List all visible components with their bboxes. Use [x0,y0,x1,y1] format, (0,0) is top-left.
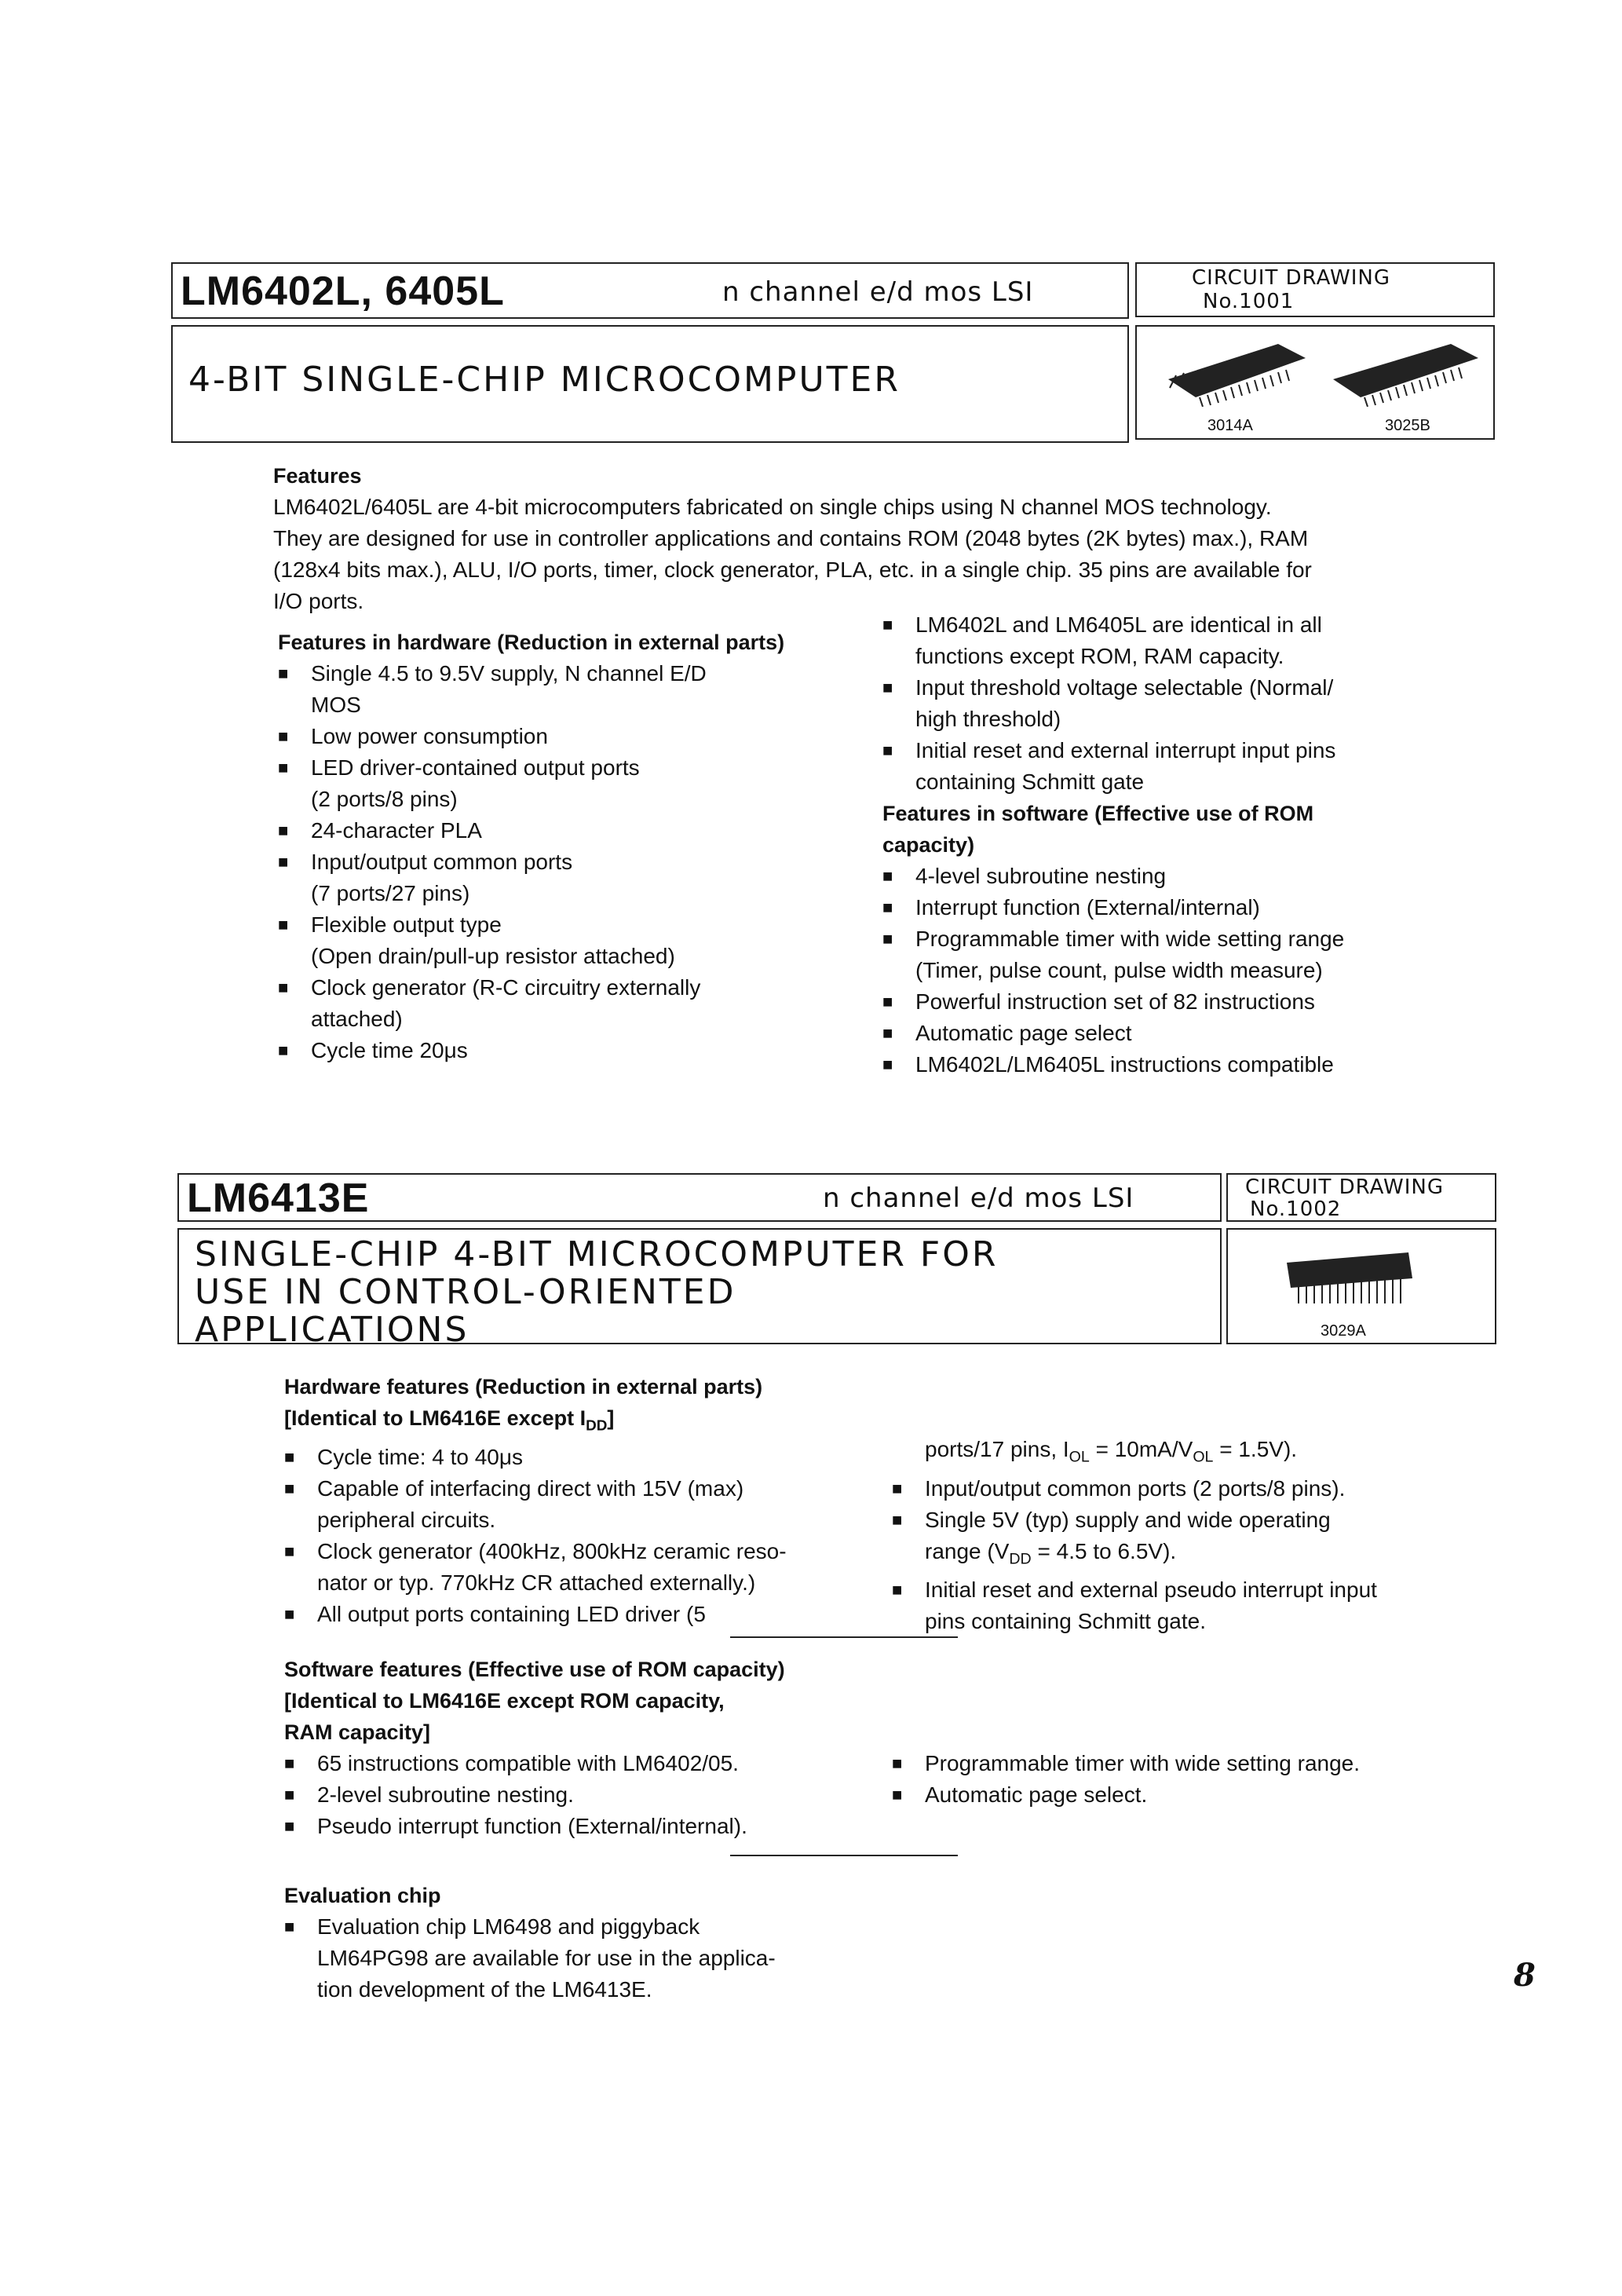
list-item: ■ Flexible output type (Open drain/pull-up resistor attached) [278,909,843,972]
list-item: ■ Programmable timer with wide setting range (Timer, pulse count, pulse width measure) [882,923,1463,986]
package-label: 3014A [1207,417,1253,434]
list-item: ■ Clock generator (R-C circuitry externally attached) [278,972,843,1035]
section2-right-column [892,1434,1489,1637]
chip-package-icon [1160,336,1310,407]
section1-subtitle-box [171,325,1129,443]
evaluation-heading: Evaluation chip [284,1884,441,1907]
section1-technology: n channel e/d mos LSI [722,276,1034,308]
list-item: ■ LM6402L/LM6405L instructions compatible [882,1049,1463,1080]
section1-title-box [171,262,1129,319]
section2-circuit-no: No.1002 [1250,1197,1342,1221]
section2-hardware-column [284,1371,849,1630]
list-item: ■ Low power consumption [278,721,843,752]
section1-package-box [1135,325,1495,440]
software-heading: Features in software (Effective use of ROM capacity) [882,802,1314,857]
divider [730,1636,958,1638]
list-item: ■ Clock generator (400kHz, 800kHz ceramic reso- nator or typ. 770kHz CR attached externally.) [284,1536,849,1599]
hardware-list [278,658,843,1066]
intro-line: I/O ports. [273,589,364,613]
section1-hardware-column [278,627,843,1066]
list-item: ■ Single 5V (typ) supply and wide operating range ($V_{DD} = 4.5$ to 6.5V). [892,1504,1489,1575]
software-list [882,861,1463,1080]
section2-circuit-box [1226,1173,1496,1222]
list-item: ■ Powerful instruction set of 82 instructions [882,986,1463,1018]
list-item: ■ Automatic page select. [892,1779,1489,1811]
hardware-heading: Hardware features (Reduction in external parts) [Identical to LM6416E except $I_{DD}$] [284,1375,763,1435]
list-item: ■ Single 4.5 to 9.5V supply, N channel E/D MOS [278,658,843,721]
package-label: 3029A [1321,1322,1366,1340]
chip-package-icon-2 [1325,336,1482,407]
list-item: ■ Automatic page select [882,1018,1463,1049]
section2-circuit-label: CIRCUIT DRAWING [1245,1175,1444,1199]
list-item: ■ 4-level subroutine nesting [882,861,1463,892]
list-item: ■ 24-character PLA [278,815,843,846]
section2-package-box [1226,1228,1496,1344]
section1-features [273,460,1451,617]
list-item: ■ Capable of interfacing direct with 15V (max) peripheral circuits. [284,1473,849,1536]
section2-title-box [177,1173,1222,1222]
list-item: ■ Interrupt function (External/internal) [882,892,1463,923]
page-number: 8 [1514,1957,1536,1994]
section2-subtitle-box [177,1228,1222,1350]
software-right-list [892,1748,1489,1811]
features-heading: Features [273,464,362,488]
section2-title: LM6413E [187,1175,370,1221]
package-label: 3025B [1385,417,1430,434]
divider [730,1855,958,1856]
list-item: ■ Programmable timer with wide setting range. [892,1748,1489,1779]
intro-line: (128x4 bits max.), ALU, I/O ports, timer, clock generator, PLA, etc. in a single chip. 35 pins are available for [273,558,1312,582]
section2-technology: n channel e/d mos LSI [823,1183,1134,1214]
list-item: ■ LM6402L and LM6405L are identical in all functions except ROM, RAM capacity. [882,609,1463,672]
list-item: ■ Input/output common ports (2 ports/8 pins). [892,1473,1489,1504]
intro-line: They are designed for use in controller applications and contains ROM (2048 bytes (2K bytes) max.), RAM [273,526,1309,550]
list-item: ■ Input threshold voltage selectable (Normal/ high threshold) [882,672,1463,735]
list-item: ■ Cycle time 20μs [278,1035,843,1066]
list-item: ■ Initial reset and external interrupt input pins containing Schmitt gate [882,735,1463,798]
section2-software-column [284,1654,849,1842]
software-list [284,1748,849,1842]
list-item: ■ LED driver-contained output ports (2 ports/8 pins) [278,752,843,815]
list-item: ■ Pseudo interrupt function (External/internal). [284,1811,849,1842]
list-item: ■ Cycle time: 4 to 40μs [284,1442,849,1473]
section1-circuit-no: No.1001 [1203,290,1295,313]
section1-title: LM6402L, 6405L [181,269,505,314]
section2-subtitle: SINGLE-CHIP 4-BIT MICROCOMPUTER FOR USE IN CONTROL-ORIENTED APPLICATIONS [195,1234,999,1350]
intro-line: LM6402L/6405L are 4-bit microcomputers fabricated on single chips using N channel MOS technology. [273,495,1272,519]
section1-circuit-box [1135,262,1495,317]
list-item: ■ Evaluation chip LM6498 and piggyback LM64PG98 are available for use in the applica- tion development of the LM6413E. [284,1911,849,2005]
chip-package-icon [1283,1249,1416,1311]
list-item: ■ 2-level subroutine nesting. [284,1779,849,1811]
continuation-line: ports/17 pins, $I_{OL} = 10mA/V_{OL} = 1.5V$). [925,1437,1298,1466]
hardware-list [284,1442,849,1630]
section1-right-column [882,609,1463,1080]
hardware-heading: Features in hardware (Reduction in external parts) [278,631,785,654]
evaluation-section [284,1880,849,2005]
list-item: ■ Initial reset and external pseudo interrupt input pins containing Schmitt gate. [892,1574,1489,1637]
right-list [882,609,1463,798]
list-item: ■ 65 instructions compatible with LM6402/05. [284,1748,849,1779]
list-item: ■ All output ports containing LED driver (5 [284,1599,849,1630]
section1-subtitle: 4-BIT SINGLE-CHIP MICROCOMPUTER [188,360,901,400]
software-heading: Software features (Effective use of ROM capacity) [Identical to LM6416E except ROM capacity, RAM capacity] [284,1658,785,1744]
right-list [892,1473,1489,1638]
section1-circuit-label: CIRCUIT DRAWING [1192,266,1390,290]
list-item: ■ Input/output common ports (7 ports/27 pins) [278,846,843,909]
section2-software-right-column [892,1748,1489,1811]
evaluation-list [284,1911,849,2005]
